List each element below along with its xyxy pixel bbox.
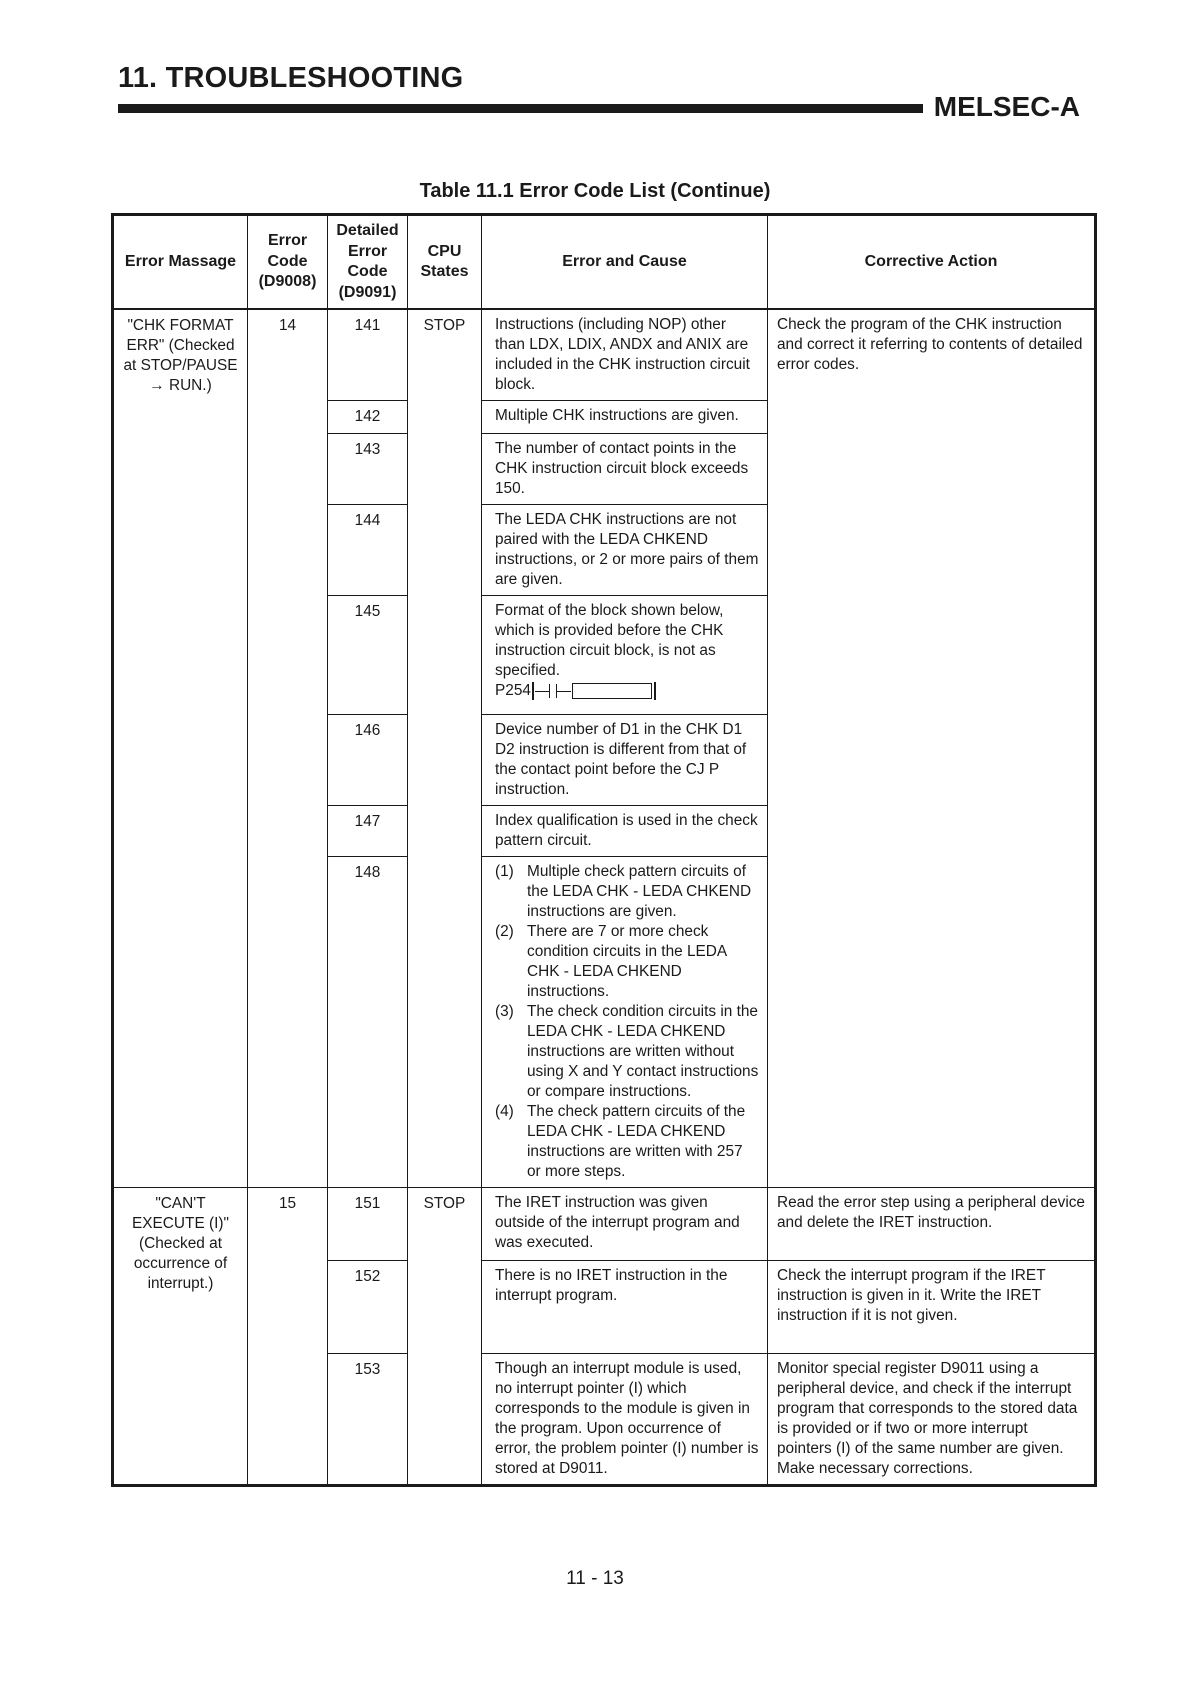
list-item-text: The check pattern circuits of the LEDA CHK - LEDA CHKEND instructions are written with 257 or more steps. — [527, 1103, 746, 1180]
list-item — [495, 1102, 759, 1182]
cause-cell — [482, 309, 768, 401]
col-header-corrective-action: Corrective Action — [768, 215, 1096, 310]
error-code-cell: 15 — [248, 1188, 328, 1486]
detail-code-cell: 147 — [328, 806, 408, 857]
action-cell — [768, 1354, 1096, 1486]
ladder-pointer-label: P254 — [495, 682, 531, 699]
cause-cell — [482, 434, 768, 505]
error-message-cell: "CHK FORMAT ERR" (Checked at STOP/PAUSE → RUN.) — [113, 309, 248, 1188]
cause-cell — [482, 1261, 768, 1354]
cause-cell — [482, 715, 768, 806]
detail-code-cell: 143 — [328, 434, 408, 505]
cause-cell — [482, 857, 768, 1188]
error-code-table — [111, 213, 1097, 1487]
ladder-diagram — [495, 681, 657, 701]
cause-cell — [482, 1188, 768, 1261]
ladder-rail-icon — [654, 682, 656, 700]
list-item-number: (4) — [495, 1103, 514, 1120]
cause-cell — [482, 505, 768, 596]
chapter-title: 11. TROUBLESHOOTING — [118, 62, 464, 94]
cause-cell — [482, 401, 768, 434]
list-item-number: (1) — [495, 863, 514, 880]
detail-code-cell: 151 — [328, 1188, 408, 1261]
list-item — [495, 862, 759, 922]
ladder-contact-icon — [549, 684, 557, 698]
table-row — [113, 309, 1096, 401]
list-item-number: (2) — [495, 923, 514, 940]
error-code-cell: 14 — [248, 309, 328, 1188]
table-row — [113, 1188, 1096, 1261]
action-cell — [768, 1261, 1096, 1354]
brand-label: MELSEC-A — [933, 91, 1080, 122]
ladder-cj-box-icon — [572, 683, 652, 699]
cause-text: The number of contact points in the CHK instruction circuit block exceeds 150. — [495, 440, 749, 497]
action-cell — [768, 1188, 1096, 1261]
action-text: Monitor special register D9011 using a peripheral device, and check if the interrupt program that corresponds to the stored data is provided or if two or more interrupt pointers (I) of the same number are given. Make necessary corrections. — [777, 1360, 1078, 1477]
cause-text: The LEDA CHK instructions are not paired with the LEDA CHKEND instructions, or 2 or more pairs of them are given. — [495, 511, 759, 588]
ladder-wire-icon — [535, 691, 549, 692]
error-message-cell: "CAN'T EXECUTE (I)" (Checked at occurrence of interrupt.) — [113, 1188, 248, 1486]
list-item-text: Multiple check pattern circuits of the LEDA CHK - LEDA CHKEND instructions are given. — [527, 863, 752, 920]
detail-code-cell: 148 — [328, 857, 408, 1188]
cause-text: Format of the block shown below, which is provided before the CHK instruction circuit block, is not as specified. — [495, 602, 724, 679]
cause-cell — [482, 806, 768, 857]
cpu-state-cell: STOP — [408, 1188, 482, 1486]
list-item-text: The check condition circuits in the LEDA CHK - LEDA CHKEND instructions are written without using X and Y contact instructions or compare instructions. — [527, 1003, 759, 1100]
detail-code-cell: 152 — [328, 1261, 408, 1354]
detail-code-cell: 144 — [328, 505, 408, 596]
col-header-error-code: Error Code (D9008) — [248, 215, 328, 310]
list-item — [495, 1002, 759, 1102]
col-header-detailed-code: Detailed Error Code (D9091) — [328, 215, 408, 310]
cause-list — [495, 862, 759, 1182]
detail-code-cell: 141 — [328, 309, 408, 401]
table-caption: Table 11.1 Error Code List (Continue) — [419, 180, 771, 202]
cause-cell — [482, 596, 768, 715]
cause-text: The IRET instruction was given outside of the interrupt program and was executed. — [495, 1194, 740, 1251]
list-item — [495, 922, 759, 1002]
cause-text: Device number of D1 in the CHK D1 D2 instruction is different from that of the contact point before the CJ P instruction. — [495, 721, 747, 798]
cause-text: Index qualification is used in the check pattern circuit. — [495, 812, 758, 849]
col-header-error-cause: Error and Cause — [482, 215, 768, 310]
list-item-number: (3) — [495, 1003, 514, 1020]
page-number: 11 - 13 — [566, 1568, 624, 1589]
detail-code-cell: 153 — [328, 1354, 408, 1486]
action-text: Check the program of the CHK instruction and correct it referring to contents of detailed error codes. — [777, 316, 1083, 373]
col-header-cpu-states: CPU States — [408, 215, 482, 310]
detail-code-cell: 146 — [328, 715, 408, 806]
cause-text: Multiple CHK instructions are given. — [495, 407, 739, 424]
action-cell — [768, 309, 1096, 1188]
list-item-text: There are 7 or more check condition circuits in the LEDA CHK - LEDA CHKEND instructions. — [527, 923, 727, 1000]
action-text: Check the interrupt program if the IRET instruction is given in it. Write the IRET instruction if it is not given. — [777, 1267, 1046, 1324]
cause-text: Instructions (including NOP) other than LDX, LDIX, ANDX and ANIX are included in the CHK instruction circuit block. — [495, 316, 750, 393]
cause-cell — [482, 1354, 768, 1486]
col-header-error-message: Error Massage — [113, 215, 248, 310]
cause-text: There is no IRET instruction in the interrupt program. — [495, 1267, 728, 1304]
header-rule — [118, 104, 923, 113]
cpu-state-cell: STOP — [408, 309, 482, 1188]
ladder-rail-icon — [532, 682, 534, 700]
detail-code-cell: 142 — [328, 401, 408, 434]
action-text: Read the error step using a peripheral device and delete the IRET instruction. — [777, 1194, 1085, 1231]
cause-text: Though an interrupt module is used, no interrupt pointer (I) which corresponds to the module is given in the program. Upon occurrence of error, the problem pointer (I) number is stored at D9011. — [495, 1360, 759, 1477]
detail-code-cell: 145 — [328, 596, 408, 715]
table-header-row — [113, 215, 1096, 310]
ladder-wire-icon — [557, 691, 571, 692]
